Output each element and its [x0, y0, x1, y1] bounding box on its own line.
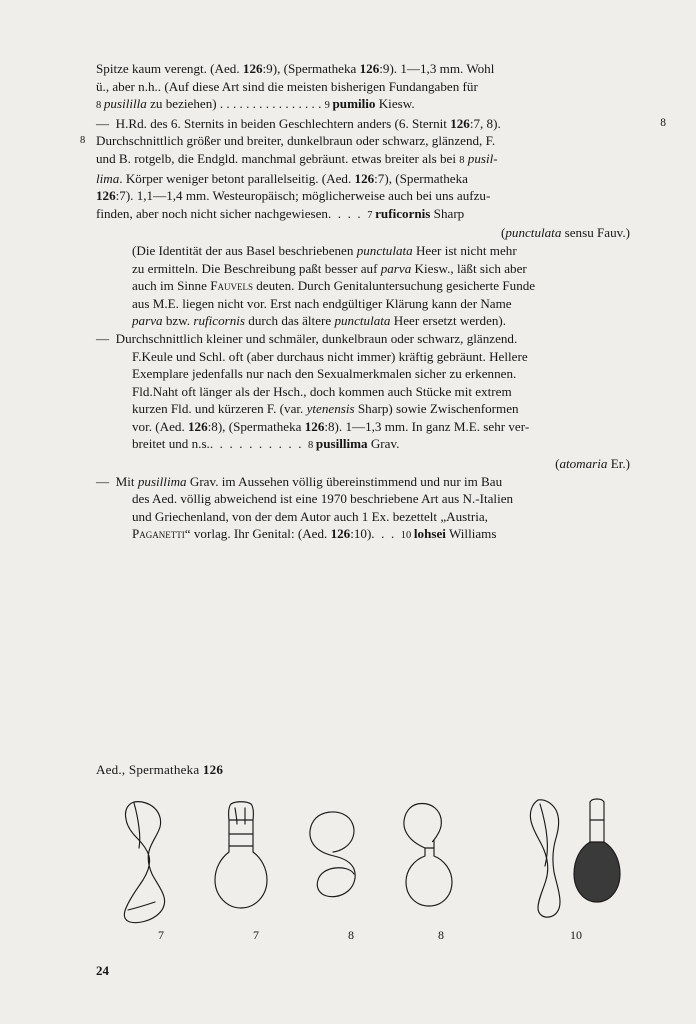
figure-label: 7 [253, 928, 259, 942]
text-line: des Aed. völlig abweichend ist eine 1970 beschriebene Art aus N.-Italien [132, 491, 514, 507]
key-number-left: 8 [80, 135, 86, 147]
paragraph-note [96, 242, 630, 330]
text-line: lima. Körper weniger betont parallelseitig. (Aed. 126:7), (Spermatheka [96, 170, 468, 186]
figure-group [96, 790, 636, 950]
text-line: kurzen Fld. und kürzeren F. (var. ytenensis Sharp) sowie Zwischenformen [132, 401, 519, 417]
figure-label: 7 [158, 928, 164, 942]
text-line: breitet und n.s.. . . . . . . . . . 8 pusillima Grav. [132, 436, 400, 452]
entry-ruficornis [80, 132, 630, 242]
text-line: aus M.E. liegen nicht vor. Erst nach endgültiger Klärung kann der Name [132, 295, 512, 311]
figure-spermatheka-7 [201, 790, 281, 930]
paragraph-continuation [96, 60, 630, 115]
text-line: (Die Identität der aus Basel beschriebenen punctulata Heer ist nicht mehr [132, 242, 517, 258]
text-line-synonym: (punctulata sensu Fauv.) [500, 225, 630, 241]
figure-aedeagus-8 [296, 790, 376, 930]
text-line: finden, aber noch nicht sicher nachgewiesen. . . . 7 ruficornis Sharp [96, 205, 465, 221]
text-line: Spitze kaum verengt. (Aed. 126:9), (Spermatheka 126:9). 1—1,3 mm. Wohl [96, 61, 495, 76]
figure-label: 8 [348, 928, 354, 942]
text-line: 8 pusililla zu beziehen) . . . . . . . . . . . . . . . . 9 pumilio Kiesw. [96, 96, 415, 112]
figure-caption-text: Aed., Spermatheka [96, 762, 203, 777]
figure-spermatheka-8 [386, 790, 466, 930]
text-line: — Durchschnittlich kleiner und schmäler, dunkelbraun oder schwarz, glänzend. [96, 330, 518, 346]
key-number-right: 8 [660, 116, 666, 129]
text-line: und Griechenland, von der dem Autor auch 1 Ex. bezettelt „Austria, [132, 508, 488, 524]
figure-label: 10 [570, 928, 582, 942]
figure-caption [96, 762, 223, 778]
figure-label-row [96, 928, 636, 946]
text-line: parva bzw. ruficornis durch das ältere punctulata Heer ersetzt werden). [132, 313, 507, 329]
text-line: zu ermitteln. Die Beschreibung paßt besser auf parva Kiesw., läßt sich aber [132, 260, 527, 276]
text-line: 126:7). 1,1—1,4 mm. Westeuropäisch; möglicherweise auch bei uns aufzu- [96, 188, 491, 204]
text-line: — H.Rd. des 6. Sternits in beiden Geschlechtern anders (6. Sternit 126:7, 8). [96, 115, 501, 131]
couplet-line-6 [96, 115, 666, 133]
figure-aedeagus-spermatheka-10 [514, 790, 634, 930]
text-line-synonym: (atomaria Er.) [555, 456, 630, 472]
page-number: 24 [96, 963, 109, 978]
text-line: Exemplare jedenfalls nur nach den Sexualmerkmalen sicher zu erkennen. [132, 366, 517, 382]
figure-caption-number: 126 [202, 762, 224, 777]
text-line: auch im Sinne Fauvels deuten. Durch Genitaluntersuchung gesicherte Funde [132, 278, 536, 294]
text-line: — Mit pusillima Grav. im Aussehen völlig übereinstimmend und nur im Bau [96, 473, 503, 489]
text-line: und B. rotgelb, die Endgld. manchmal gebräunt. etwas breiter als bei 8 pusil- [96, 150, 498, 166]
text-line: Paganetti“ vorlag. Ihr Genital: (Aed. 126:10). . . 10 lohsei Williams [132, 526, 497, 542]
entry-lohsei [96, 473, 630, 545]
figure-label: 8 [438, 928, 444, 942]
text-line: ü., aber n.h.. (Auf diese Art sind die meisten bisherigen Fundangaben für [96, 78, 478, 94]
text-line: vor. (Aed. 126:8), (Spermatheka 126:8). 1—1,3 mm. In ganz M.E. sehr ver- [132, 418, 530, 434]
text-line: F.Keule und Schl. oft (aber durchaus nicht immer) kräftig gebräunt. Hellere [132, 348, 528, 364]
text-column [80, 60, 666, 545]
figure-aedeagus-7 [106, 790, 186, 930]
text-line: Fld.Naht oft länger als der Hsch., doch kommen auch Stücke mit extrem [132, 383, 512, 399]
entry-pusillima [96, 330, 630, 473]
text-line: Durchschnittlich größer und breiter, dunkelbraun oder schwarz, glänzend, F. [96, 133, 496, 149]
